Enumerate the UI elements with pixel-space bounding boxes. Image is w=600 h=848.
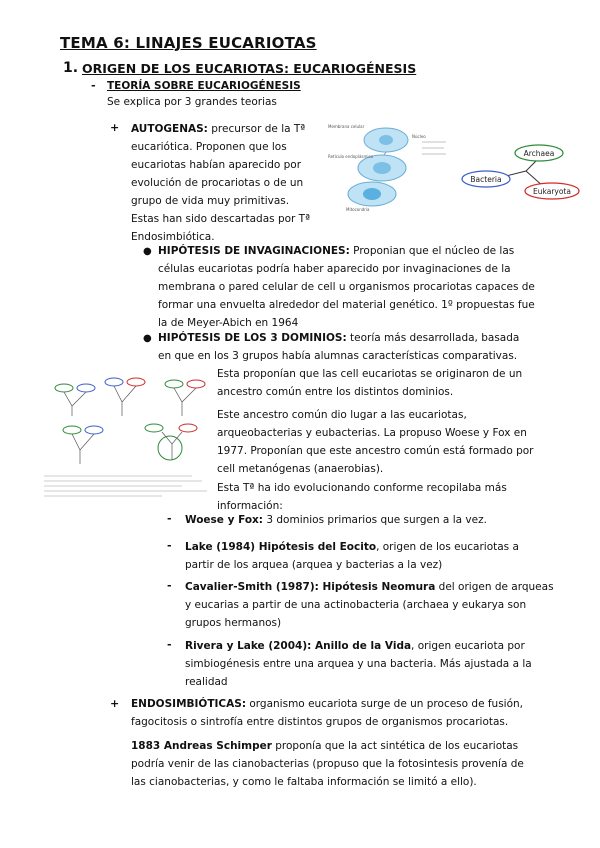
- tres-dominios-line: HIPÓTESIS DE LOS 3 DOMINIOS: teoría más desarrollada, basada: [158, 332, 520, 344]
- tree-node: [127, 378, 145, 386]
- figure-label: Mitocondria: [346, 207, 370, 212]
- bacteria-label: Bacteria: [470, 175, 502, 184]
- tree-node: [145, 424, 163, 432]
- dot-bullet: ●: [143, 246, 152, 257]
- tree-node: [63, 426, 81, 434]
- archaea-label: Archaea: [523, 149, 555, 158]
- dash-bullet: -: [167, 638, 172, 651]
- autogenas-line: Endosimbiótica.: [131, 231, 215, 243]
- tree-node: [77, 384, 95, 392]
- caption-lines: [44, 476, 207, 496]
- eukaryota-label: Eukaryota: [533, 187, 571, 196]
- autogenas-line: eucariotas habían aparecido por: [131, 159, 302, 171]
- tree-branch: [114, 386, 136, 416]
- invaginaciones-line: células eucariotas podría haber aparecido por invaginaciones de la: [158, 263, 511, 275]
- autogenas-line: Estas han sido descartadas por Tª: [131, 213, 311, 225]
- tree-lines: [64, 386, 196, 464]
- cell-nucleus-2: [373, 162, 391, 174]
- plus-bullet: +: [110, 697, 120, 710]
- section-heading: ORIGEN DE LOS EUCARIOTAS: EUCARIOGÉNESIS: [82, 61, 417, 76]
- invaginaciones-line: la de Meyer-Abich en 1964: [158, 317, 299, 329]
- page-title: TEMA 6: LINAJES EUCARIOTAS: [60, 34, 317, 52]
- tree-node: [165, 380, 183, 388]
- phylogeny-figure: [42, 372, 216, 500]
- subitem-lake: Lake (1984) Hipótesis del Eocito, origen de los eucariotas a partir de los arquea (arquea y bacterias a la vez): [185, 541, 519, 571]
- tree-node: [179, 424, 197, 432]
- cell-nucleus-3: [363, 188, 381, 200]
- dash-bullet: -: [167, 539, 172, 552]
- autogenas-label: AUTOGENAS:: [131, 123, 208, 135]
- invaginaciones-line: membrana o pared celular de cell u organismos procariotas capaces de: [158, 281, 535, 293]
- invaginaciones-line: formar una envuelta alrededor del material genético. 1º propuestas fue: [158, 299, 535, 311]
- tres-dominios-label: HIPÓTESIS DE LOS 3 DOMINIOS:: [158, 332, 347, 344]
- domains-figure: [458, 135, 588, 205]
- tres-dominios-para1: Esta proponían que las cell eucariotas se originaron de un ancestro común entre los distintos dominios.: [217, 368, 523, 398]
- endosimbioticas-block: ENDOSIMBIÓTICAS: organismo eucariota surge de un proceso de fusión, fagocitosis o sintrofía entre distintos grupos de organismos procariotas.: [131, 698, 524, 728]
- schimper-name: 1883 Andreas Schimper: [131, 740, 272, 752]
- subitem-cavalier: Cavalier-Smith (1987): Hipótesis Neomura del origen de arqueas y eucarias a partir de una actinobacteria (archaea y eukarya son grupos hermanos): [185, 581, 554, 629]
- tree-node: [105, 378, 123, 386]
- tree-branch: [174, 388, 196, 416]
- invagination-figure: [326, 118, 454, 214]
- plus-bullet: +: [110, 121, 120, 134]
- autogenas-line: grupo de vida muy primitivas.: [131, 195, 290, 207]
- tres-dominios-para3: Esta Tª ha ido evolucionando conforme recopilaba más información:: [217, 482, 507, 512]
- invaginaciones-block: [158, 242, 548, 332]
- dash-bullet: -: [167, 579, 172, 592]
- intro-text: Se explica por 3 grandes teorias: [107, 96, 277, 108]
- cell-nucleus-1: [379, 135, 393, 145]
- tres-dominios-line: en que en los 3 grupos había alumnas características comparativas.: [158, 350, 518, 362]
- figure-label: Membrana celular: [328, 124, 365, 129]
- section-number: 1.: [63, 60, 79, 76]
- subitem-rivera: Rivera y Lake (2004): Anillo de la Vida, origen eucariota por simbiogénesis entre una arquea y una bacteria. Más ajustada a la realidad: [185, 640, 532, 688]
- invaginaciones-label: HIPÓTESIS DE INVAGINACIONES:: [158, 245, 350, 257]
- schimper-block: 1883 Andreas Schimper proponía que la act sintética de los eucariotas podría venir de las cianobacterias (propuso que la fotosintesis provenía de las cianobacterias, y como le faltaba información se limitó a ello).: [131, 740, 524, 788]
- tree-node: [187, 380, 205, 388]
- endosimbioticas-label: ENDOSIMBIÓTICAS:: [131, 698, 247, 710]
- dot-bullet: ●: [143, 333, 152, 344]
- subitem-woese: Woese y Fox: 3 dominios primarios que surgen a la vez.: [185, 514, 487, 526]
- tree-branch: [64, 392, 86, 416]
- tree-nodes: [55, 378, 205, 460]
- tree-branch: [72, 434, 94, 464]
- dash-bullet: -: [91, 79, 96, 92]
- autogenas-line: AUTOGENAS: precursor de la Tª: [131, 123, 306, 135]
- autogenas-line: eucariótica. Proponen que los: [131, 141, 287, 153]
- tres-dominios-block: [158, 329, 548, 365]
- tres-dominios-para2: Este ancestro común dio lugar a las eucariotas, arqueobacterias y eubacterias. La propuso Woese y Fox en 1977. Proponían que este ancestro común está formado por cell metanógenas (anaerobias).: [217, 409, 534, 475]
- sub-heading: TEORÍA SOBRE EUCARIOGÉNESIS: [107, 80, 301, 92]
- invaginaciones-line: HIPÓTESIS DE INVAGINACIONES: Proponian que el núcleo de las: [158, 245, 515, 257]
- autogenas-line: evolución de procariotas o de un: [131, 177, 304, 189]
- ring-of-life: [158, 436, 182, 460]
- dash-bullet: -: [167, 512, 172, 525]
- tree-node: [85, 426, 103, 434]
- figure-label: Núcleo: [412, 134, 426, 139]
- autogenas-block: [131, 120, 331, 246]
- tree-node: [55, 384, 73, 392]
- figure-label: Retículo endoplásmico: [328, 154, 374, 159]
